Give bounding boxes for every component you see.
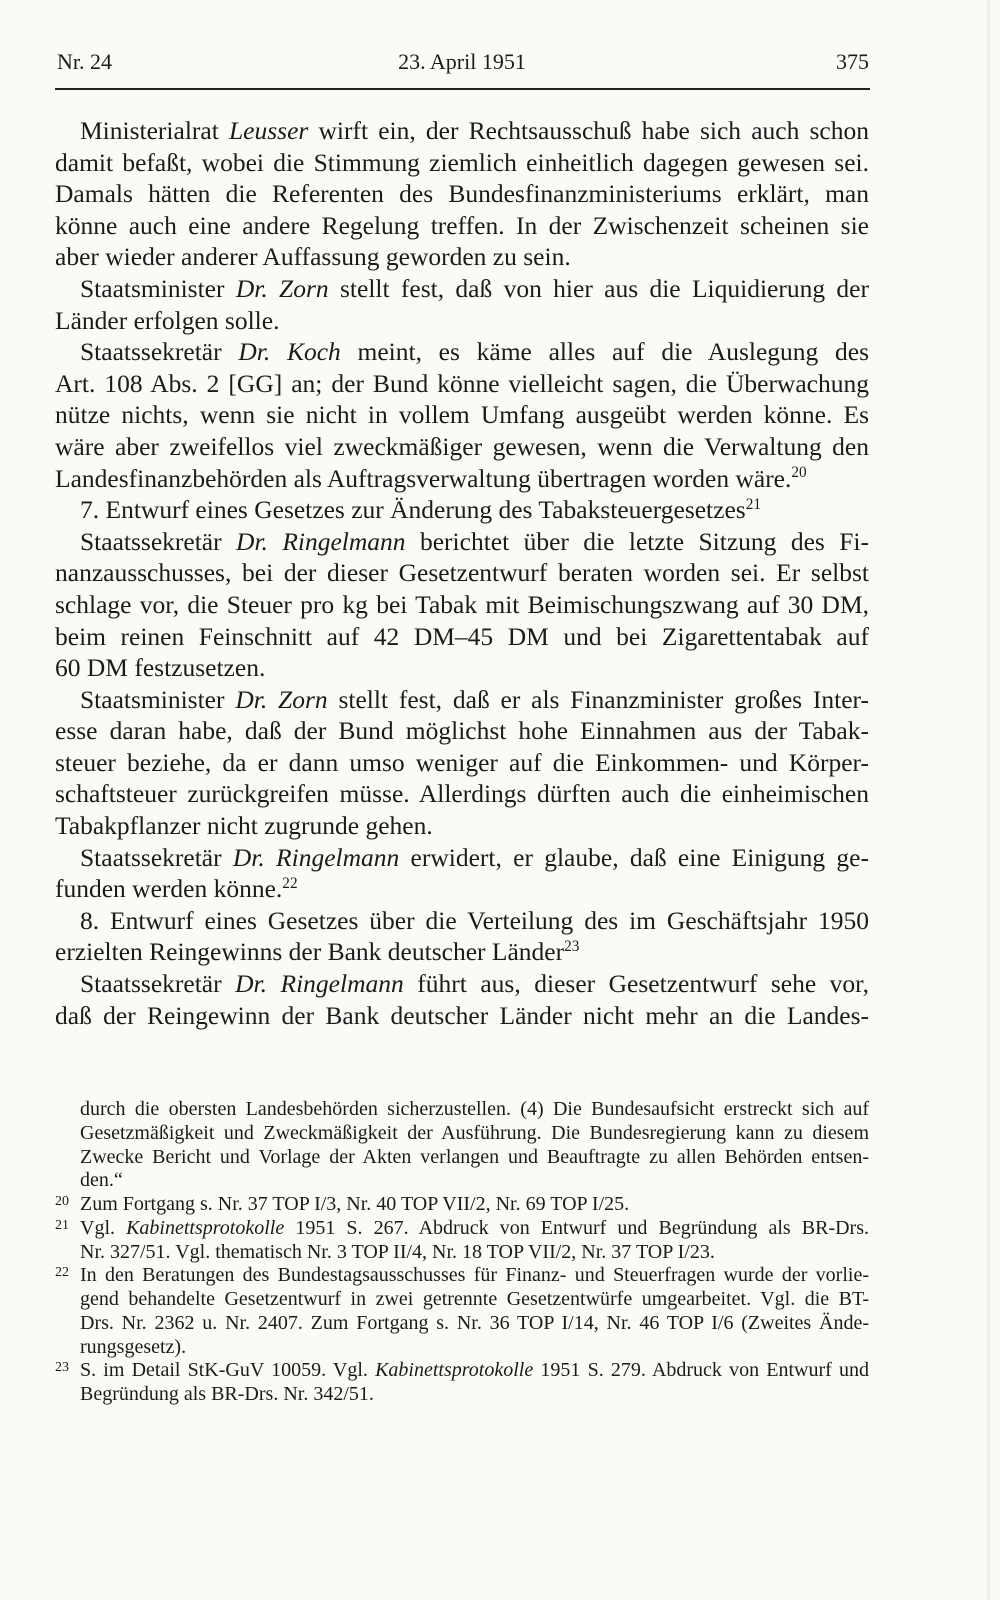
- text-line: [55, 589, 869, 621]
- text-run: damit befaßt, wobei die Stimmung ziemlich einheitlich dagegen gewesen sei.: [55, 147, 869, 177]
- text-line: [55, 147, 869, 179]
- text-run: Staatssekretär: [80, 969, 236, 999]
- text-run: wäre aber zweifellos viel zweckmäßiger gewesen, wenn die Verwaltung den: [55, 431, 869, 461]
- text-line: [80, 1241, 869, 1265]
- italic-title: Kabinettsprotokolle: [126, 1216, 285, 1239]
- footnote-reference: 23: [564, 937, 580, 955]
- text-run: Staatssekretär: [80, 526, 237, 556]
- text-line: [55, 178, 869, 210]
- text-run: 1951 S. 267. Abdruck von Entwurf und Begründung als BR-Drs.: [284, 1216, 870, 1239]
- text-line: [55, 905, 869, 937]
- speaker-name: Leusser: [228, 116, 309, 145]
- text-line: [55, 778, 869, 810]
- text-line: [80, 1336, 869, 1360]
- speaker-name: Dr. Ringelmann: [236, 526, 406, 556]
- text-run: Nr. 327/51. Vgl. thematisch Nr. 3 TOP II/4, Nr. 18 TOP VII/2, Nr. 37 TOP I/23.: [80, 1240, 715, 1263]
- text-run: Staatsminister: [80, 273, 236, 303]
- page-edge: [986, 0, 990, 1600]
- italic-title: Kabinettsprotokolle: [375, 1359, 534, 1382]
- text-line: [80, 1383, 869, 1407]
- text-run: nanzausschusses, bei der dieser Gesetzentwurf beraten worden sei. Er selbst: [55, 558, 869, 588]
- text-run: erzielten Reingewinns der Bank deutscher Länder: [55, 937, 565, 967]
- paragraph: [55, 684, 869, 842]
- paragraph: [55, 336, 869, 494]
- text-run: daß der Reingewinn der Bank deutscher Länder nicht mehr an die Landes-: [55, 1000, 869, 1030]
- text-line: [55, 336, 869, 368]
- text-run: Ministerialrat: [80, 116, 229, 145]
- text-line: [55, 431, 869, 463]
- paragraph: [55, 842, 869, 905]
- text-run: führt aus, dieser Gesetzentwurf sehe vor,: [403, 969, 870, 999]
- text-line: [55, 368, 869, 400]
- text-run: In den Beratungen des Bundestagsausschusses für Finanz- und Steuerfragen wurde der vorlie-: [80, 1264, 869, 1287]
- text-run: Länder erfolgen solle.: [55, 305, 280, 335]
- paragraph: [55, 968, 869, 1031]
- text-run: schlage vor, die Steuer pro kg bei Tabak mit Beimischungszwang auf 30 DM,: [55, 589, 869, 619]
- text-run: 1951 S. 279. Abdruck von Entwurf und: [533, 1359, 869, 1382]
- footnote-reference: 22: [282, 874, 298, 892]
- text-run: S. im Detail StK-GuV 10059. Vgl.: [80, 1359, 376, 1382]
- text-line: [55, 810, 869, 842]
- text-run: Drs. Nr. 2362 u. Nr. 2407. Zum Fortgang s. Nr. 36 TOP I/14, Nr. 46 TOP I/6 (Zweites Ände-: [80, 1311, 869, 1334]
- text-run: rungsgesetz).: [80, 1335, 187, 1358]
- paragraph: [55, 526, 869, 684]
- text-run: könne auch eine andere Regelung treffen. In der Zwischenzeit scheinen sie: [55, 210, 869, 240]
- text-line: [55, 1000, 869, 1032]
- speaker-name: Dr. Zorn: [235, 684, 328, 714]
- text-line: [80, 1098, 869, 1122]
- text-line: [55, 684, 869, 716]
- text-run: Gesetzmäßigkeit und Zweckmäßigkeit der Ausführung. Die Bundesregierung kann zu diesem: [80, 1121, 869, 1144]
- paragraph: [55, 115, 869, 273]
- speaker-name: Dr. Zorn: [235, 273, 329, 303]
- text-line: [80, 1193, 869, 1217]
- text-run: Begründung als BR-Drs. Nr. 342/51.: [80, 1383, 374, 1405]
- agenda-item-heading: [55, 494, 869, 526]
- footnote-number: 21: [55, 1217, 69, 1233]
- footnote-continuation: [55, 1098, 869, 1193]
- page-number: 375: [836, 49, 869, 74]
- text-run: Zum Fortgang s. Nr. 37 TOP I/3, Nr. 40 TOP VII/2, Nr. 69 TOP I/25.: [80, 1193, 630, 1215]
- text-line: [55, 115, 869, 147]
- text-line: [80, 1359, 869, 1383]
- text-run: Damals hätten die Referenten des Bundesfinanzministeriums erklärt, man: [55, 179, 869, 209]
- speaker-name: Dr. Ringelmann: [232, 842, 400, 872]
- text-line: [55, 936, 869, 968]
- paragraph: [55, 273, 869, 336]
- footnote: [55, 1193, 869, 1217]
- text-line: [55, 873, 869, 905]
- text-line: [80, 1169, 869, 1193]
- text-run: 7. Entwurf eines Gesetzes zur Änderung des Tabaksteuergesetzes: [80, 495, 746, 525]
- text-line: [55, 747, 869, 779]
- text-run: Staatssekretär: [80, 842, 233, 872]
- text-run: Vgl.: [80, 1216, 127, 1239]
- text-run: esse daran habe, daß der Bund möglichst hohe Einnahmen aus der Tabak-: [55, 716, 869, 746]
- agenda-item-heading: [55, 905, 869, 968]
- header-rule: [55, 88, 870, 90]
- text-run: Staatssekretär: [80, 337, 239, 367]
- text-line: [55, 557, 869, 589]
- speaker-name: Dr. Ringelmann: [235, 969, 404, 999]
- running-head: [55, 49, 869, 75]
- text-run: 8. Entwurf eines Gesetzes über die Verteilung des im Geschäftsjahr 1950: [80, 905, 869, 935]
- footnotes-section: [55, 1098, 869, 1407]
- text-run: funden werden könne.: [55, 874, 283, 904]
- text-line: [80, 1146, 869, 1170]
- text-line: [80, 1122, 869, 1146]
- header-date: 23. April 1951: [398, 49, 526, 74]
- text-line: [55, 210, 869, 242]
- footnote-number: 20: [55, 1194, 69, 1209]
- footnote-number: 22: [55, 1265, 69, 1281]
- text-line: [55, 305, 869, 337]
- text-line: [55, 621, 869, 653]
- text-run: nütze nichts, wenn sie nicht in vollem Umfang ausgeübt werden könne. Es: [55, 400, 869, 430]
- speaker-name: Dr. Koch: [238, 337, 341, 367]
- text-run: berichtet über die letzte Sitzung des Fi-: [405, 526, 869, 556]
- text-run: Zwecke Bericht und Vorlage der Akten verlangen und Beauftragte zu allen Behörden entsen-: [80, 1145, 869, 1168]
- text-line: [80, 1312, 869, 1336]
- text-run: stellt fest, daß von hier aus die Liquidierung der: [328, 273, 869, 303]
- text-run: steuer beziehe, da er dann umso weniger auf die Einkommen- und Körper-: [55, 747, 869, 777]
- text-line: [55, 715, 869, 747]
- main-text: [55, 115, 869, 1031]
- text-line: [55, 968, 869, 1000]
- text-line: [55, 463, 869, 495]
- text-line: [80, 1217, 869, 1241]
- issue-number: Nr. 24: [57, 49, 112, 74]
- text-line: [55, 842, 869, 874]
- text-run: stellt fest, daß er als Finanzminister großes Inter-: [327, 684, 870, 714]
- text-run: den.“: [80, 1169, 123, 1192]
- text-run: wirft ein, der Rechtsausschuß habe sich auch schon: [308, 116, 870, 145]
- text-run: Landesfinanzbehörden als Auftragsverwaltung übertragen worden wäre.: [55, 463, 792, 493]
- footnote-number: 23: [55, 1360, 69, 1376]
- text-line: [55, 399, 869, 431]
- text-line: [55, 526, 869, 558]
- text-run: Tabakpflanzer nicht zugrunde gehen.: [55, 811, 433, 841]
- text-run: Staatsminister: [80, 684, 236, 714]
- text-run: schaftsteuer zurückgreifen müsse. Allerdings dürften auch die einheimischen: [55, 779, 869, 809]
- text-run: erwidert, er glaube, daß eine Einigung ge-: [399, 842, 869, 872]
- text-run: durch die obersten Landesbehörden sicherzustellen. (4) Die Bundesaufsicht erstreckt sich auf: [80, 1098, 869, 1120]
- text-line: [55, 494, 869, 526]
- footnote: [55, 1217, 869, 1265]
- footnote: [55, 1359, 869, 1407]
- text-run: 60 DM festzusetzen.: [55, 653, 266, 683]
- text-run: Art. 108 Abs. 2 [GG] an; der Bund könne vielleicht sagen, die Überwachung: [55, 368, 869, 398]
- text-run: meint, es käme alles auf die Auslegung des: [340, 337, 869, 367]
- text-line: [80, 1288, 869, 1312]
- text-run: aber wieder anderer Auffassung geworden zu sein.: [55, 242, 571, 272]
- footnote: [55, 1264, 869, 1359]
- text-run: beim reinen Feinschnitt auf 42 DM–45 DM und bei Zigarettentabak auf: [55, 621, 869, 651]
- text-line: [55, 652, 869, 684]
- text-run: gend behandelte Gesetzentwurf in zwei getrennte Gesetzentwürfe umgearbeitet. Vgl. die BT-: [80, 1288, 869, 1310]
- footnote-reference: 20: [791, 464, 807, 482]
- text-line: [55, 273, 869, 305]
- footnote-reference: 21: [745, 495, 761, 513]
- text-line: [55, 241, 869, 273]
- text-line: [80, 1264, 869, 1288]
